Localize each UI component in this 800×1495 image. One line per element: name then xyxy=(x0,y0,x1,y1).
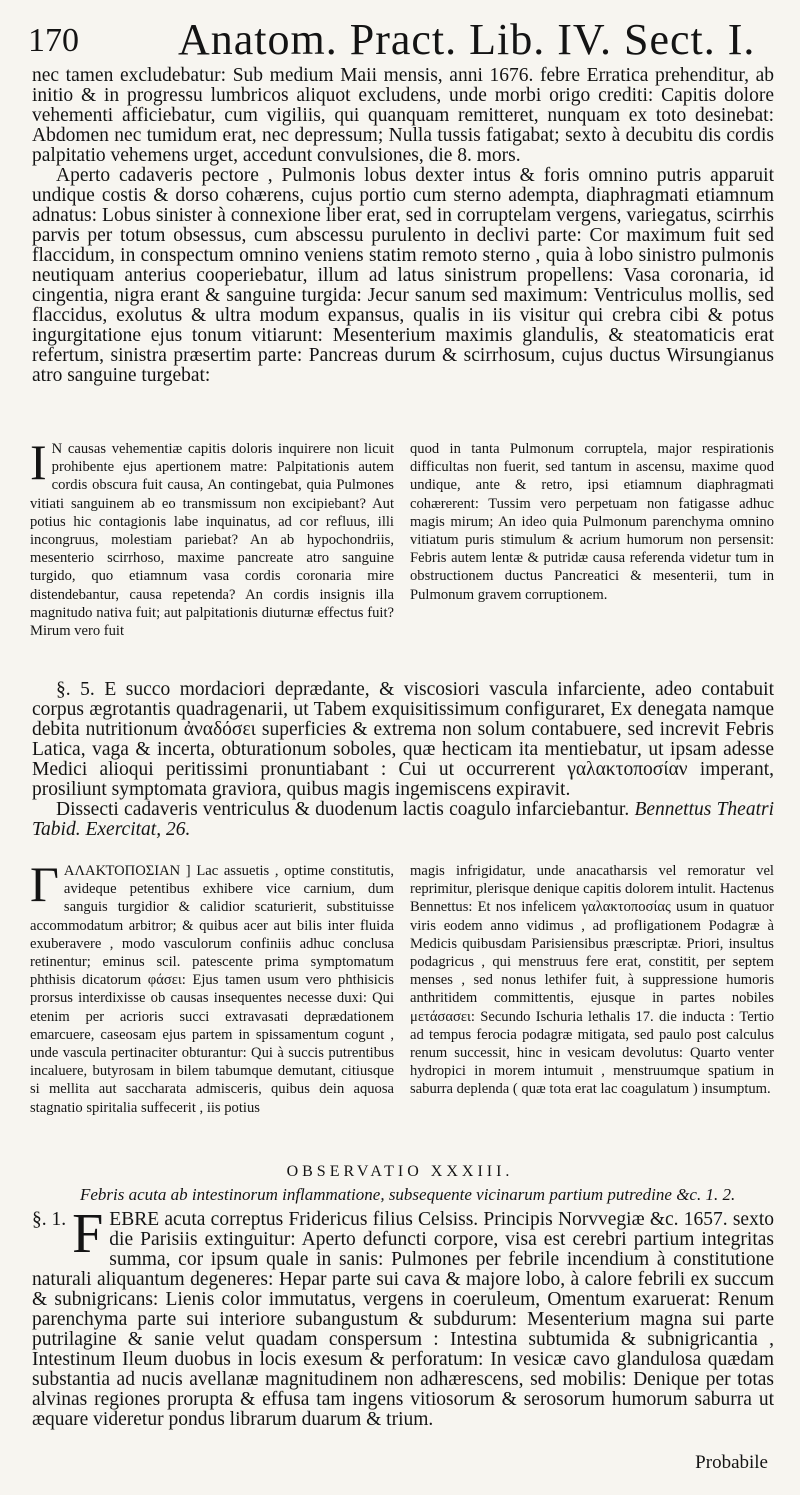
running-title: Anatom. Pract. Lib. IV. Sect. I. xyxy=(178,15,756,64)
observation-subtitle: Febris acuta ab intestinorum inflammatione, subsequente vicinarum partium putredine &c. 1. 2. xyxy=(80,1185,736,1204)
paragraph-case-history: nec tamen excludebatur: Sub medium Maii mensis, anni 1676. febre Erratica prehenditur, ab initio & in progressu lumbricos aliquot excludens, unde morbi origo crediti: Capitis dolore vehementi afficiebatur, cum vigiliis, qui quanquam remitteret, nunquam ex toto desinebat: Abdomen nec tumidum erat, nec depressum; Nulla tussis fatigabat; sexto à decubitu dis cordis palpitatio vehemens urget, accedunt convulsiones, die 8. mors. xyxy=(32,65,774,166)
section-five-dissection xyxy=(32,800,774,840)
scholium-two-left-column xyxy=(30,862,394,1162)
dissection-text: Dissecti cadaveris ventriculus & duodenum lactis coagulo infarciebantur. xyxy=(56,799,630,820)
paragraph-autopsy: Aperto cadaveris pectore , Pulmonis lobus dexter intus & foris omnino putris apparuit undique costis & dorso cohærens, cujus portio cum sterno adempta, diaphragmati etiamnum adnatus: Lobus sinister à connexione liber erat, sed in corruptelam vergens, variegatus, scirrhis parvis per totum obsessus, cum abscessu purulento in declivi parte: Cor maximum fuit sed flaccidum, in conspectum omnino veniens statim remoto sterno , quia à lobo sinistro pulmonis neutiquam anterius cooperiebatur, illum ad latus sinistrum propellens: Vasa coronaria, id cingentia, nigra erant & sanguine turgida: Jecur sanum sed maximum: Ventriculus mollis, sed flaccidus, exolutus & ultra modum expansus, qualis in iis visitur qui crebra cibi & potus ingurgitatione ejus tonum vitiarunt: Mesenterium maximis glandulis, & steatomaticis erat refertum, sinistra præsertim parte: Pancreas durum & scirrhosum, cujus ductus Wirsungianus atro sanguine turgebat: xyxy=(32,165,774,386)
observation-33-text xyxy=(32,1203,774,1450)
drop-cap-letter: I xyxy=(30,440,47,490)
scholium-two-left-text: ΑΛΑΚΤΟΠΟΣΙΑΝ ] Lac assuetis , optime constitutis, avideque petentibus exhibere vice carnium, dum sanguis turgidior & calidior scaturierit, substituisse accommodatum arbitror; & quibus acer aut bilis inter fluida exuberavere , modo vasculorum confiniis adhuc conclusa retinentur; eminus scil. patescente prima symptomatum phthisis dicatorum φάσει: Ejus tamen usum vero phthisicis prorsus interdixisse ob causas insequentes necesse duxi: Qui etenim per acrioris succi extravasati deprædationem emarcuere, caseosam ejus partem in spissamentum cogunt , unde vascula pertinaciter obturantur: Qui à succis putrentibus incaluere, butyrosam in bilem tabumque demutant, citiusque si mellita aut saccharata admisceris, quibus dein aquosa stagnatio spiritalia suffecerit , iis potius xyxy=(30,863,394,1116)
scholium-one-right-text: quod in tanta Pulmonum corruptela, major respirationis difficultas non fuerit, sed tantum in ascensu, maxime quod undique, ante & retro, ipsi etiamnum diaphragmati cohærerent: Tussim vero perpetuam non fatigasse adhuc magis mirum; An ideo quia Pulmonum parenchyma omnino vitiatum puris stimulum & acrium humorum non persensit: Febris autem lentæ & putridæ causa referenda videtur tum in obstructionem ductus Pancreatici & mesenterii, tum in Pulmonum gravem corruptionem. xyxy=(410,441,774,603)
section-five xyxy=(32,680,774,845)
page-number: 170 xyxy=(28,22,79,59)
citation: Bennettus Theatri Tabid. Exercitat, 26. xyxy=(32,799,775,840)
scholium-one xyxy=(30,440,774,664)
scholium-two-right-text: magis infrigidatur, unde anacatharsis vel remoratur vel reprimitur, plerisque denique capitis dolorem intulit. Hactenus Bennettus: Et nos infelicem γαλακτοποσίας usum in quatuor viris eodem anno vidimus , ad profligationem Podagræ à Medicis quibusdam Parisiensibus præscriptæ. Priori, insultus podagricus , qui menstruus fere erat, constitit, per septem menses , sed nonus lethifer fuit, à suppressione humoris anthritidem committentis, ejusque in partes nobiles μετάσασει: Secundo Ischuria lethalis 17. die inducta : Tertio ad tempus ferocia podagræ mitigata, sed paulo post calculus renum successit, hinc in vesicam devolutus: Quarto venter hydropici in morem intumuit , menstruumque spatium in saburra deplenda ( quæ tota erat lac coagulatum ) insumptum. xyxy=(410,863,774,1098)
scholium-two-right-column xyxy=(410,862,774,1162)
section-five-paragraph: §. 5. E succo mordaciori deprædante, & viscosiori vascula infarciente, adeo contabuit corpus ægrotantis quadragenarii, ut Tabem exquisitissimum configuraret, Ex denegata namque debita nutritionum ἀναδόσει superficies & extrema non solum contabuere, sed increvit Febris Latica, vaga & incerta, obturationum soboles, quæ hecticam ita mentiebatur, ut ipsam adesse Medici alioqui peritissimi pronuntiabant : Cui ut occurrerent γαλακτοποσίαν imperant, prosiliunt symptomata graviora, quibus magis ingemiscens expiravit. xyxy=(32,679,774,800)
section-mark: §. 1. xyxy=(32,1209,67,1230)
scholium-two xyxy=(30,862,774,1162)
catchword: Probabile xyxy=(695,1452,768,1473)
observation-33-paragraph: EBRE acuta correptus Fridericus filius Celsiss. Principis Norvvegiæ &c. 1657. sexto die Parisiis extinguitur: Aperto defuncti corpore, visa est cerebri partium integritas summa, cor ipsum quale in sanis: Pulmones per febrile incendium à constitutione naturali aliquantum degeneres: Hepar parte sui cava & majore lobo, à calore febrili ex succum & subnigricans: Lienis color immutatus, vergens in coeruleum, Omentum exaruerat: Renum parenchyma parte sui interiore subangustum & subdurum: Mesenterium magna sui parte putrilagine & sanie velut quadam conspersum : Intestina subtumida & subnigricantia , Intestinum Ileum duobus in locis exesum & perforatum: In vesicæ cavo glandulosa quædam substantia ad nucis avellanæ magnitudinem non adhærescens, sed mobilis: Denique per totas alvinas regiones prorupta & effusa tam ingens vitiosorum & serosorum humorum saburra ut æquare videretur pondus librarum duarum & trium. xyxy=(32,1209,774,1430)
scholium-one-left-text: N causas vehementiæ capitis doloris inquirere non licuit prohibente ejus apertionem matre: Palpitationis autem cordis obscura fuit causa, An contingebat, quia Pulmones vitiati sanguinem ab eo transmissum non excipiebant? Aut potius hic contagionis labe inquinatus, ad cor refluus, illi incongruus, molestiam pariebat? An ab hypochondriis, mesenterio scirrhoso, maxime pancreate atro sanguine turgido, quo etiamnum vasa cordis coronaria mire distendebantur, causa repetenda? An cordis insignis illa magnitudo nativa fuit; aut palpitationis diuturnæ effectus fuit? Mirum vero fuit xyxy=(30,441,394,640)
scholium-one-left-column xyxy=(30,440,394,664)
drop-cap-letter: Γ xyxy=(30,862,59,912)
observation-text xyxy=(32,66,774,436)
scholium-one-right-column xyxy=(410,440,774,664)
drop-cap-letter: F xyxy=(72,1203,104,1265)
observation-heading: OBSERVATIO XXXIII. xyxy=(286,1163,514,1180)
running-header xyxy=(28,14,780,66)
